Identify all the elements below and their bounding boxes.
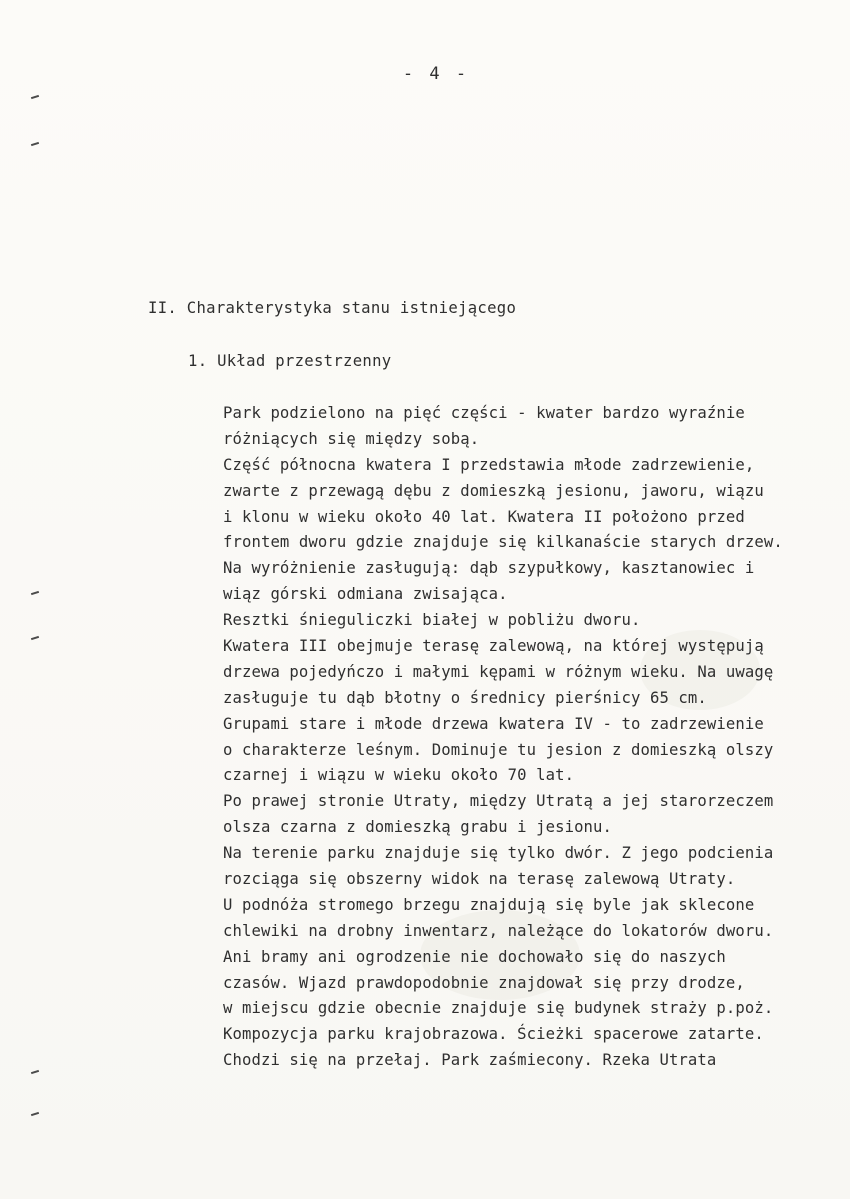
text-line: Na terenie parku znajduje się tylko dwór. Z jego podcienia [223,844,774,863]
text-line: Park podzielono na pięć części - kwater bardzo wyraźnie [223,404,745,422]
text-line: rozciąga się obszerny widok na terasę zalewową Utraty. [223,870,736,889]
text-line: U podnóża stromego brzegu znajdują się byle jak sklecone [223,895,755,914]
text-line: zasługuje tu dąb błotny o średnicy pierśnicy 65 cm. [223,688,707,707]
text-line: i klonu w wieku około 40 lat. Kwatera II położono przed [223,507,745,526]
text-line: drzewa pojedyńczo i małymi kępami w różnym wieku. Na uwagę [223,662,774,681]
text-line: Część północna kwatera I przedstawia młode zadrzewienie, [223,455,755,474]
subsection-title: 1. Układ przestrzenny [188,352,392,370]
text-line: Na wyróżnienie zasługują: dąb szypułkowy, kasztanowiec i [223,559,755,578]
text-line: olsza czarna z domieszką grabu i jesionu. [223,818,613,837]
text-line: frontem dworu gdzie znajduje się kilkanaście starych drzew. [223,533,783,552]
text-line: o charakterze leśnym. Dominuje tu jesion z domieszką olszy [223,740,774,759]
text-line: czarnej i wiązu w wieku około 70 lat. [223,766,575,785]
text-line: Kompozycja parku krajobrazowa. Ścieżki spacerowe zatarte. [223,1025,764,1044]
margin-mark [31,95,39,99]
text-line: Ani bramy ani ogrodzenie nie dochowało się do naszych [223,947,726,966]
text-line: Po prawej stronie Utraty, między Utratą a jej starorzeczem [223,792,774,811]
text-line: Resztki śnieguliczki białej w pobliżu dworu. [223,611,641,630]
text-line: wiąz górski odmiana zwisająca. [223,585,508,604]
text-line: chlewiki na drobny inwentarz, należące do lokatorów dworu. [223,921,774,940]
margin-mark [31,636,39,640]
text-line: zwarte z przewagą dębu z domieszką jesionu, jaworu, wiązu [223,481,764,500]
text-line: w miejscu gdzie obecnie znajduje się budynek straży p.poż. [223,999,774,1018]
text-line: Grupami stare i młode drzewa kwatera IV - to zadrzewienie [223,714,764,733]
text-line: Chodzi się na przełaj. Park zaśmiecony. Rzeka Utrata [223,1051,717,1070]
page-number: - 4 - [402,64,470,84]
section-title: II. Charakterystyka stanu istniejącego [148,299,517,317]
text-line: różniących się między sobą. [223,429,480,448]
margin-mark [31,591,39,595]
text-line: Kwatera III obejmuje terasę zalewową, na której występują [223,637,764,656]
margin-mark [31,1112,39,1116]
margin-mark [31,142,39,146]
text-line: czasów. Wjazd prawdopodobnie znajdował się przy drodze, [223,973,745,992]
body-text [223,401,843,1074]
margin-mark [31,1070,39,1074]
